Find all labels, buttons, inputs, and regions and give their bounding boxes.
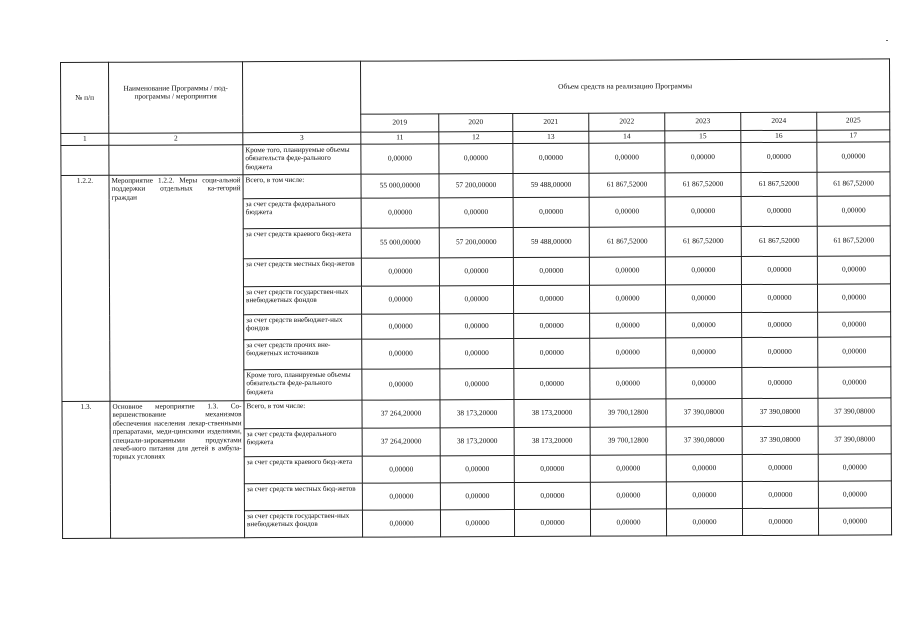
value-cell: 0,00000: [742, 312, 818, 337]
value-cell: 38 173,20000: [440, 428, 514, 456]
value-cell: 0,00000: [513, 257, 589, 285]
col-desc-header: [243, 61, 361, 133]
value-cell: 0,00000: [742, 337, 818, 367]
value-cell: 0,00000: [439, 258, 513, 286]
table-row: [62, 398, 891, 430]
value-cell: 0,00000: [818, 337, 891, 367]
header-row: [61, 59, 890, 116]
value-cell: 0,00000: [514, 482, 590, 509]
value-cell: 0,00000: [665, 285, 741, 313]
value-cell: 37 264,20000: [362, 400, 440, 428]
row-desc: за счет средств прочих вне-бюджетных источников: [244, 339, 362, 370]
value-cell: 0,00000: [666, 313, 742, 338]
value-cell: 37 390,08000: [666, 399, 742, 427]
value-cell: 61 867,52000: [741, 226, 817, 256]
row-desc: за счет средств федерального бюджета: [244, 428, 362, 457]
index-cell: 15: [665, 131, 741, 143]
year-cell: 2021: [513, 113, 589, 131]
value-cell: 0,00000: [817, 256, 890, 284]
group-num: 1.3.: [62, 401, 111, 538]
row-desc: Всего, в том числе:: [244, 400, 362, 429]
row-desc: за счет средств государствен-ных внебюджетных фондов: [244, 510, 362, 538]
value-cell: 0,00000: [741, 256, 817, 284]
row-desc: Кроме того, планируемые объемы обязательств феде-рального бюджета: [244, 369, 362, 401]
table-row: [61, 172, 890, 200]
value-cell: 0,00000: [742, 508, 818, 535]
index-cell: 2: [109, 133, 243, 146]
index-cell: 14: [589, 131, 665, 143]
value-cell: 57 200,00000: [439, 228, 513, 258]
value-cell: 37 264,20000: [362, 428, 440, 456]
value-cell: 0,00000: [665, 197, 741, 227]
col-num-header: № п/п: [61, 62, 109, 133]
row-desc: за счет средств местных бюд-жетов: [243, 258, 361, 287]
group-name: Основное мероприятие 1.3. Со-вершенствование механизмов обеспечения населения лекар-ственными препаратами, меди-цинскими изделиями, специали-зированными продуктами лечеб-ного питания для детей в амбула-торных условиях: [110, 401, 245, 539]
empty-num-cell: [61, 145, 109, 175]
scan-speck: [886, 40, 888, 41]
value-cell: 0,00000: [589, 285, 665, 313]
value-cell: 0,00000: [439, 144, 513, 174]
year-cell: 2020: [439, 114, 513, 132]
value-cell: 0,00000: [440, 314, 514, 339]
value-cell: 0,00000: [817, 196, 890, 226]
value-cell: 0,00000: [818, 312, 891, 337]
value-cell: 0,00000: [742, 454, 818, 481]
index-cell: 11: [361, 132, 439, 144]
value-cell: 39 700,12800: [590, 399, 666, 427]
row-desc: Кроме того, планируемые объемы обязательств феде-рального бюджета: [243, 144, 361, 175]
value-cell: 0,00000: [590, 482, 666, 509]
value-cell: 57 200,00000: [439, 174, 513, 198]
value-cell: 0,00000: [514, 455, 590, 482]
value-cell: 0,00000: [440, 456, 514, 483]
year-cell: 2025: [817, 112, 890, 130]
value-cell: 0,00000: [440, 339, 514, 369]
value-cell: 0,00000: [665, 257, 741, 285]
value-cell: 61 867,52000: [589, 173, 665, 197]
index-cell: 16: [741, 130, 817, 142]
row-desc: за счет средств федерального бюджета: [243, 198, 361, 229]
col-volume-header: Объем средств на реализацию Программы: [360, 59, 889, 114]
budget-table-page: [60, 62, 890, 539]
value-cell: 0,00000: [665, 143, 741, 173]
value-cell: 55 000,00000: [361, 174, 439, 198]
row-desc: за счет средств краевого бюд-жета: [243, 228, 361, 259]
row-desc: за счет средств внебюджет-ных фондов: [244, 314, 362, 340]
value-cell: 0,00000: [589, 257, 665, 285]
value-cell: 0,00000: [742, 367, 818, 398]
value-cell: 0,00000: [741, 142, 817, 172]
value-cell: 0,00000: [666, 368, 742, 399]
value-cell: 61 867,52000: [665, 227, 741, 257]
group-name: Мероприятие 1.2.2. Меры соци-альной поддержки отдельных ка-тегорий граждан: [109, 175, 244, 402]
value-cell: 0,00000: [514, 509, 590, 536]
value-cell: 0,00000: [514, 313, 590, 338]
index-cell: 13: [513, 131, 589, 143]
value-cell: 0,00000: [818, 508, 891, 535]
value-cell: 0,00000: [361, 258, 439, 286]
value-cell: 61 867,52000: [817, 172, 890, 196]
value-cell: 59 488,00000: [513, 173, 589, 197]
value-cell: 0,00000: [513, 285, 589, 313]
value-cell: 38 173,20000: [440, 400, 514, 428]
value-cell: 0,00000: [439, 286, 513, 314]
value-cell: 0,00000: [361, 198, 439, 228]
value-cell: 61 867,52000: [589, 227, 665, 257]
empty-name-cell: [109, 145, 243, 176]
table-row: [61, 142, 890, 176]
col-name-header: Наименование Программы / под-программы / мероприятия: [109, 62, 243, 134]
value-cell: 0,00000: [440, 369, 514, 400]
value-cell: 0,00000: [818, 481, 891, 508]
value-cell: 0,00000: [362, 483, 440, 510]
value-cell: 0,00000: [590, 509, 666, 536]
value-cell: 61 867,52000: [741, 172, 817, 196]
value-cell: 0,00000: [514, 368, 590, 399]
value-cell: 0,00000: [589, 197, 665, 227]
year-cell: 2019: [361, 114, 439, 132]
value-cell: 0,00000: [666, 455, 742, 482]
year-cell: 2022: [589, 113, 665, 131]
value-cell: 55 000,00000: [361, 228, 439, 258]
value-cell: 0,00000: [362, 510, 440, 537]
value-cell: 0,00000: [741, 284, 817, 312]
value-cell: 37 390,08000: [818, 426, 891, 454]
budget-table: [60, 58, 892, 539]
value-cell: 0,00000: [666, 509, 742, 536]
group-num: 1.2.2.: [61, 175, 110, 401]
value-cell: 0,00000: [741, 196, 817, 226]
index-cell: 17: [817, 130, 890, 142]
value-cell: 37 390,08000: [742, 398, 818, 426]
year-cell: 2024: [741, 112, 817, 130]
row-desc: за счет средств краевого бюд-жета: [244, 456, 362, 484]
value-cell: 0,00000: [362, 369, 440, 400]
value-cell: 0,00000: [817, 142, 890, 172]
value-cell: 0,00000: [666, 338, 742, 368]
value-cell: 0,00000: [818, 367, 891, 398]
value-cell: 0,00000: [514, 338, 590, 368]
value-cell: 0,00000: [742, 481, 818, 508]
value-cell: 0,00000: [513, 197, 589, 227]
index-cell: 1: [61, 133, 109, 145]
value-cell: 0,00000: [590, 313, 666, 338]
value-cell: 0,00000: [590, 338, 666, 368]
value-cell: 38 173,20000: [514, 399, 590, 427]
value-cell: 0,00000: [589, 143, 665, 173]
value-cell: 59 488,00000: [513, 227, 589, 257]
value-cell: 0,00000: [362, 339, 440, 369]
value-cell: 39 700,12800: [590, 427, 666, 455]
value-cell: 0,00000: [666, 482, 742, 509]
value-cell: 37 390,08000: [818, 398, 891, 426]
value-cell: 37 390,08000: [742, 426, 818, 454]
row-desc: Всего, в том числе:: [243, 174, 361, 199]
row-desc: за счет средств местных бюд-жетов: [244, 483, 362, 511]
index-cell: 12: [439, 132, 513, 144]
row-desc: за счет средств государствен-ных внебюджетных фондов: [243, 286, 361, 315]
index-cell: 3: [243, 132, 361, 145]
value-cell: 0,00000: [818, 454, 891, 481]
value-cell: 37 390,08000: [666, 427, 742, 455]
value-cell: 0,00000: [440, 510, 514, 537]
value-cell: 0,00000: [513, 143, 589, 173]
value-cell: 0,00000: [440, 483, 514, 510]
value-cell: 0,00000: [361, 286, 439, 314]
value-cell: 0,00000: [439, 198, 513, 228]
value-cell: 38 173,20000: [514, 427, 590, 455]
value-cell: 0,00000: [590, 455, 666, 482]
value-cell: 61 867,52000: [817, 226, 890, 256]
year-cell: 2023: [665, 113, 741, 131]
value-cell: 0,00000: [361, 144, 439, 174]
value-cell: 0,00000: [817, 284, 890, 312]
value-cell: 0,00000: [362, 314, 440, 339]
value-cell: 0,00000: [362, 456, 440, 483]
value-cell: 0,00000: [590, 368, 666, 399]
value-cell: 61 867,52000: [665, 173, 741, 197]
